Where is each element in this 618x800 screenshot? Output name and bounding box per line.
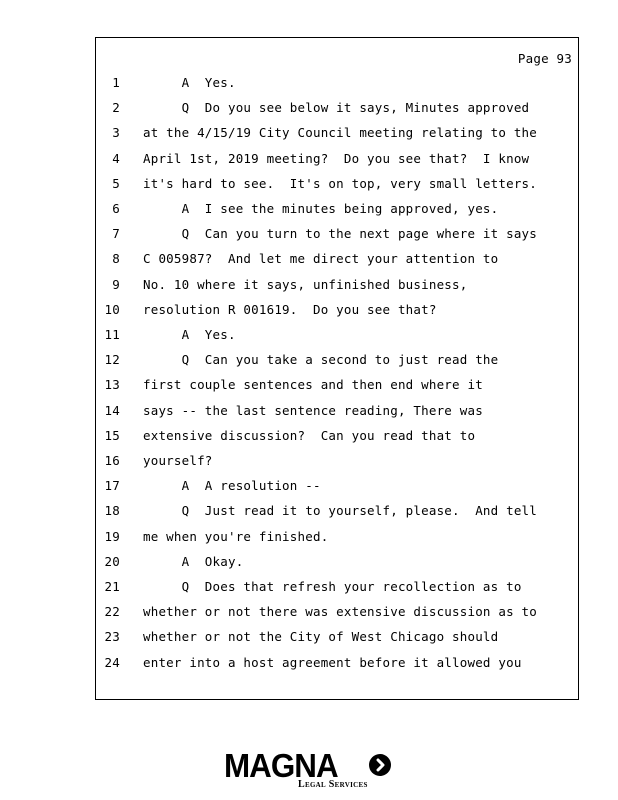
line-text: Q Can you take a second to just read the: [143, 352, 499, 368]
line-number: 4: [112, 150, 120, 166]
line-text: it's hard to see. It's on top, very small letters.: [143, 175, 538, 191]
line-number: 5: [112, 175, 120, 191]
line-number: 10: [104, 301, 120, 317]
line-text: A I see the minutes being approved, yes.: [143, 201, 499, 216]
line-text: No. 10 where it says, unfinished business,: [143, 276, 468, 292]
line-text: enter into a host agreement before it allowed you: [143, 654, 522, 670]
chevron-right-circle-icon: [369, 754, 391, 776]
line-number: 13: [104, 377, 120, 393]
line-number: 21: [104, 579, 120, 594]
line-text: A Yes.: [143, 75, 236, 90]
magna-logo: [224, 748, 396, 792]
line-text: says -- the last sentence reading, There was: [143, 402, 483, 418]
line-text: Q Can you turn to the next page where it says: [143, 226, 538, 242]
line-number: 17: [104, 478, 120, 494]
line-number: 1: [112, 75, 120, 90]
line-number: 14: [104, 402, 120, 418]
line-text: resolution R 001619. Do you see that?: [143, 301, 437, 317]
line-number: 18: [104, 503, 120, 519]
line-text: A Okay.: [143, 553, 244, 569]
line-number: 15: [104, 427, 120, 443]
line-text: A Yes.: [143, 327, 236, 342]
line-number: 16: [104, 453, 120, 468]
logo-subtitle: Legal Services: [298, 779, 368, 790]
line-text: whether or not there was extensive discussion as to: [143, 604, 538, 620]
line-number: 7: [112, 226, 120, 242]
line-number: 12: [104, 352, 120, 368]
line-text: C 005987? And let me direct your attention to: [143, 251, 499, 267]
line-number: 2: [112, 100, 120, 116]
line-text: first couple sentences and then end where it: [143, 377, 483, 393]
line-number: 20: [104, 553, 120, 569]
line-text: at the 4/15/19 City Council meeting relating to the: [143, 125, 538, 141]
line-text: Q Do you see below it says, Minutes approved: [143, 100, 530, 116]
line-number: 19: [104, 528, 120, 544]
page-number: Page 93: [517, 51, 572, 66]
transcript-page: [95, 37, 579, 700]
line-text: Q Just read it to yourself, please. And tell: [143, 503, 538, 519]
line-number: 9: [112, 276, 120, 292]
line-text: yourself?: [143, 453, 213, 468]
line-number: 23: [104, 629, 120, 645]
line-number: 22: [104, 604, 120, 620]
line-text: Q Does that refresh your recollection as to: [143, 579, 522, 594]
line-number: 11: [104, 327, 120, 342]
line-text: extensive discussion? Can you read that to: [143, 427, 476, 443]
logo-wordmark: MAGNA: [224, 747, 338, 784]
line-text: A A resolution --: [143, 478, 321, 494]
line-text: whether or not the City of West Chicago should: [143, 629, 499, 645]
line-number: 6: [112, 201, 120, 216]
line-number: 3: [112, 125, 120, 141]
line-number: 24: [104, 654, 120, 670]
line-text: me when you're finished.: [143, 528, 329, 544]
line-text: April 1st, 2019 meeting? Do you see that? I know: [143, 150, 530, 166]
line-number: 8: [112, 251, 120, 267]
